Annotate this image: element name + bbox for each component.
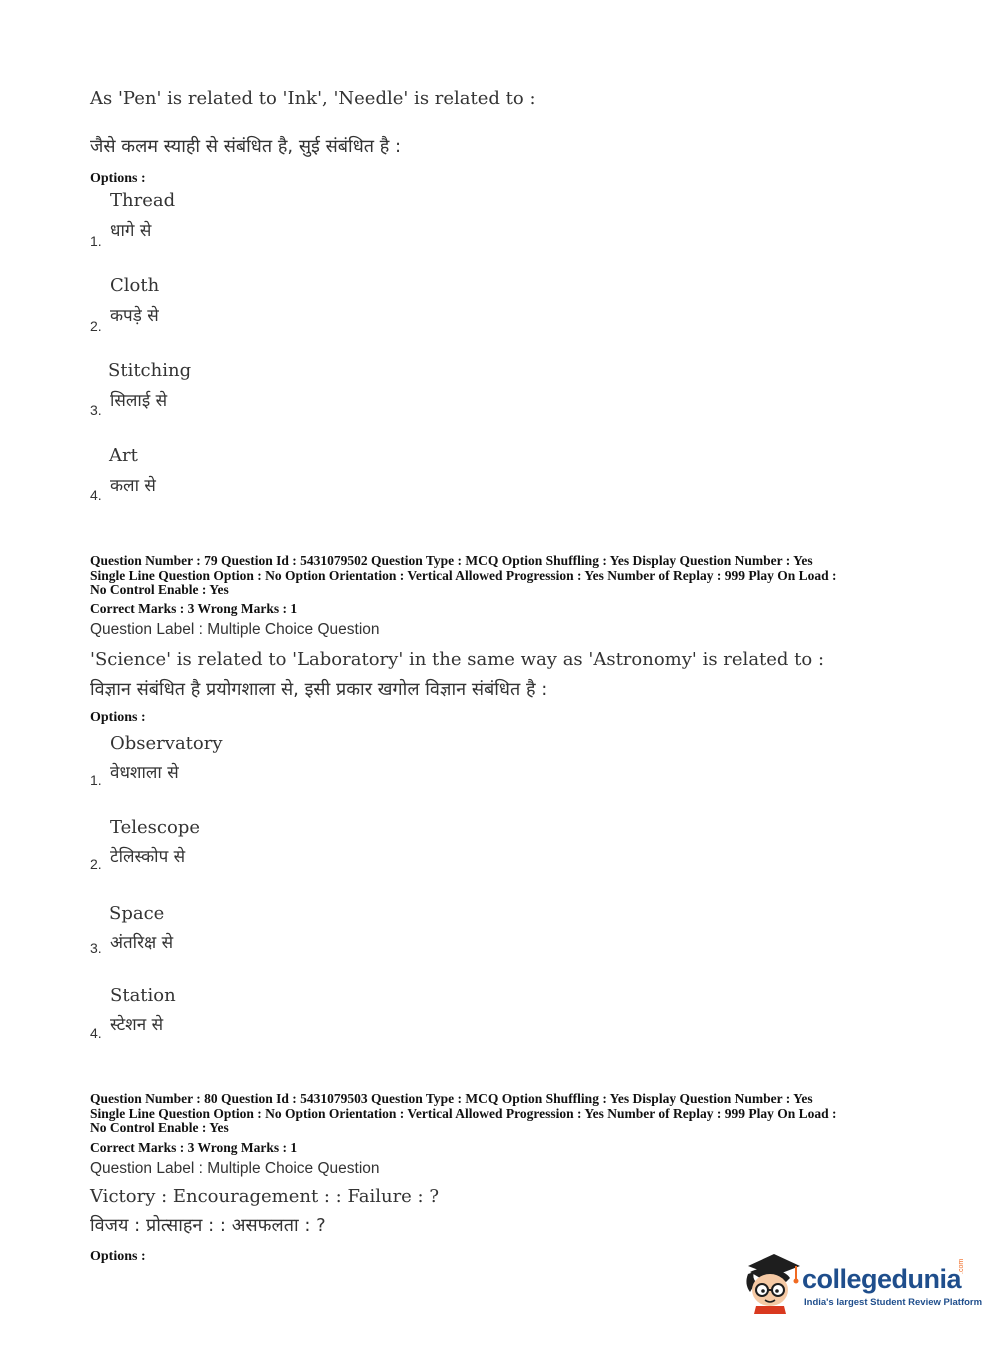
q79-options-label: Options :	[90, 710, 146, 725]
q78-option-3-number: 3.	[90, 402, 102, 418]
q79-option-4-en: Station	[110, 985, 176, 1006]
q78-option-1-number: 1.	[90, 233, 102, 249]
q79-marks: Correct Marks : 3 Wrong Marks : 1	[90, 601, 298, 616]
logo-domain-suffix: .com	[958, 1258, 965, 1274]
logo-tagline: India's largest Student Review Platform	[804, 1297, 983, 1308]
q80-question-label: Question Label : Multiple Choice Question	[90, 1160, 380, 1177]
q78-option-2-number: 2.	[90, 318, 102, 334]
q78-options-label: Options :	[90, 171, 146, 186]
q78-question-en: As 'Pen' is related to 'Ink', 'Needle' is related to :	[90, 88, 536, 109]
q80-meta-line-3: No Control Enable : Yes	[90, 1120, 229, 1135]
q79-option-3-hi: अंतरिक्ष से	[110, 933, 174, 953]
q79-option-1-number: 1.	[90, 772, 102, 788]
collegedunia-logo	[740, 1248, 983, 1318]
q78-question-hi: जैसे कलम स्याही से संबंधित है, सुई संबंधित है :	[90, 136, 402, 157]
q79-option-1-hi: वेधशाला से	[110, 763, 179, 783]
q79-option-3-number: 3.	[90, 940, 102, 956]
q79-question-label: Question Label : Multiple Choice Question	[90, 621, 380, 638]
q79-option-2-en: Telescope	[110, 817, 200, 838]
q79-option-2-hi: टेलिस्कोप से	[110, 847, 186, 867]
q80-question-en: Victory : Encouragement : : Failure : ?	[90, 1186, 439, 1207]
q79-meta-line-2: Single Line Question Option : No Option Orientation : Vertical Allowed Progression : Yes Number of Replay : 999 Play On Load :	[90, 567, 837, 583]
q79-option-4-number: 4.	[90, 1025, 102, 1041]
q79-question-hi: विज्ञान संबंधित है प्रयोगशाला से, इसी प्रकार खगोल विज्ञान संबंधित है :	[90, 679, 548, 700]
q80-question-hi: विजय : प्रोत्साहन : : असफलता : ?	[90, 1215, 326, 1236]
q78-option-1-hi: धागे से	[110, 221, 152, 241]
q78-option-3-hi: सिलाई से	[110, 391, 168, 411]
logo-wordmark: collegedunia	[802, 1264, 962, 1294]
q80-options-label: Options :	[90, 1249, 146, 1264]
q79-option-1-en: Observatory	[110, 733, 223, 754]
q78-option-4-hi: कला से	[110, 476, 156, 496]
q80-meta-line-2: Single Line Question Option : No Option Orientation : Vertical Allowed Progression : Yes Number of Replay : 999 Play On Load :	[90, 1105, 837, 1121]
q79-meta-line-3: No Control Enable : Yes	[90, 582, 229, 597]
q80-meta-line-1: Question Number : 80 Question Id : 5431079503 Question Type : MCQ Option Shuffling : Yes Display Question Number : Yes	[90, 1091, 813, 1106]
q78-option-3-en: Stitching	[108, 360, 192, 381]
q79-meta-line-1: Question Number : 79 Question Id : 5431079502 Question Type : MCQ Option Shuffling : Yes Display Question Number : Yes	[90, 553, 813, 568]
q80-marks: Correct Marks : 3 Wrong Marks : 1	[90, 1140, 298, 1155]
q78-option-2-en: Cloth	[110, 275, 160, 296]
q78-option-4-en: Art	[109, 445, 138, 466]
q79-option-3-en: Space	[109, 903, 165, 924]
q78-option-1-en: Thread	[110, 190, 176, 211]
q79-option-2-number: 2.	[90, 856, 102, 872]
q79-option-4-hi: स्टेशन से	[110, 1015, 164, 1035]
q78-option-2-hi: कपड़े से	[110, 306, 159, 326]
q78-option-4-number: 4.	[90, 487, 102, 503]
student-mascot-icon	[740, 1248, 802, 1314]
q79-question-en: 'Science' is related to 'Laboratory' in the same way as 'Astronomy' is related to :	[90, 649, 825, 670]
